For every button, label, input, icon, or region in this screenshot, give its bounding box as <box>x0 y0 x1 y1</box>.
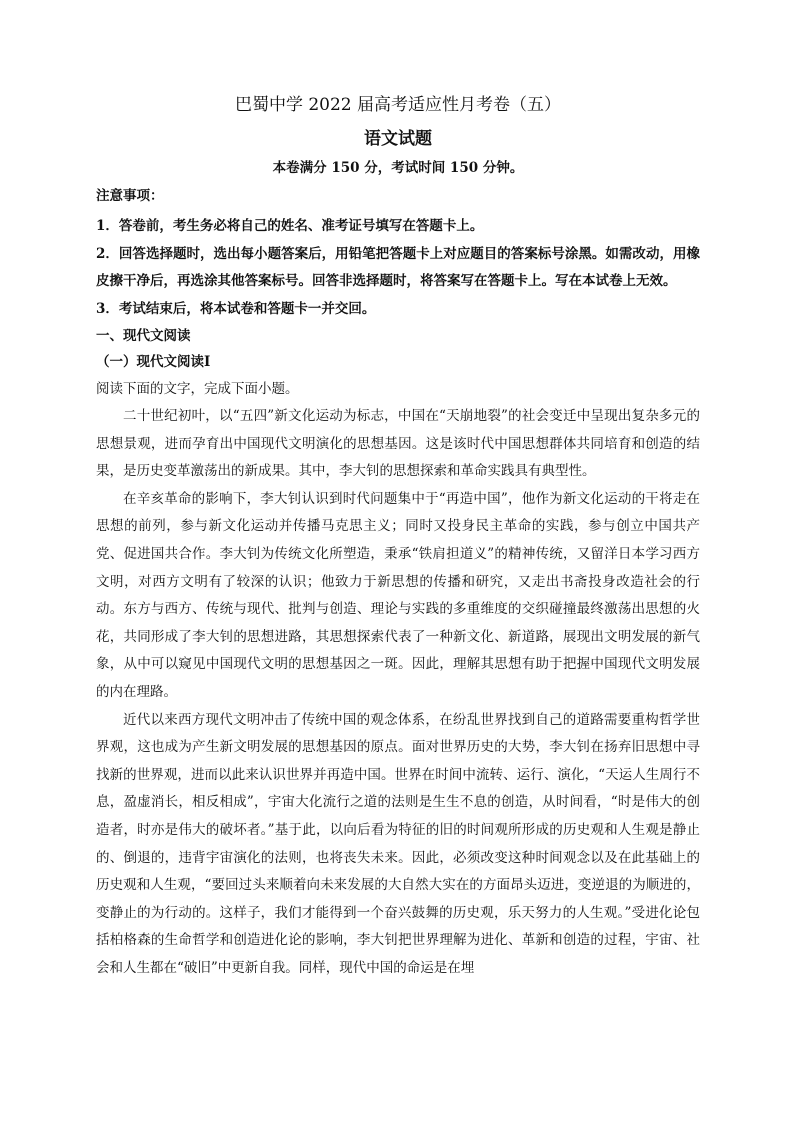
instruction-item-3: 3．考试结束后，将本试卷和答题卡一并交回。 <box>96 301 376 317</box>
reading-prompt: 阅读下面的文字，完成下面小题。 <box>96 380 299 397</box>
article-paragraph-2: 在辛亥革命的影响下，李大钊认识到时代问题集中于“再造中国”，他作为新文化运动的干将走在思想的前列，参与新文化运动并传播马克思主义；同时又投身民主革命的实践，参与创立中国共产党、促进国共合作。李大钊为传统文化所塑造，秉承“铁肩担道义”的精神传统，又留洋日本学习西方文明，对西方文明有了较深的认识；他致力于新思想的传播和研究，又走出书斋投身改造社会的行动。东方与西方、传统与现代、批判与创造、理论与实践的多重维度的交织碰撞最终激荡出思想的火花，共同形成了李大钊的思想进路，其思想探索代表了一种新文化、新道路，展现出文明发展的新气象，从中可以窥见中国现代文明的思想基因之一斑。因此，理解其思想有助于把握中国现代文明发展的内在理路。 <box>96 490 700 700</box>
instruction-item-2: 2．回答选择题时，选出每小题答案后，用铅笔把答题卡上对应题目的答案标号涂黑。如需改动，用橡皮擦干净后，再选涂其他答案标号。回答非选择题时，将答案写在答题卡上。写在本试卷上无效。 <box>96 246 700 289</box>
article-paragraph-1: 二十世纪初叶，以“五四”新文化运动为标志，中国在“天崩地裂”的社会变迁中呈现出复杂多元的思想景观，进而孕育出中国现代文明演化的思想基因。这是该时代中国思想群体共同培育和创造的结果，是历史变革激荡出的新成果。其中，李大钊的思想探索和革命实践具有典型性。 <box>96 408 700 480</box>
instructions-block <box>96 184 700 322</box>
instruction-item-1: 1．答卷前，考生务必将自己的姓名、准考证号填写在答题卡上。 <box>96 217 484 234</box>
section-subheading: （一）现代文阅读Ⅰ <box>96 354 211 370</box>
exam-score-time-note: 本卷满分 150 分，考试时间 150 分钟。 <box>272 160 524 176</box>
instructions-heading: 注意事项： <box>96 188 164 204</box>
page-content <box>96 92 700 982</box>
article-paragraph-3: 近代以来西方现代文明冲击了传统中国的观念体系，在纷乱世界找到自己的道路需要重构哲学世界观，这也成为产生新文明发展的思想基因的原点。面对世界历史的大势，李大钊在扬弃旧思想中寻找新的世界观，进而以此来认识世界并再造中国。世界在时间中流转、运行、演化，“天运人生周行不息，盈虚消长，相反相成”，宇宙大化流行之道的法则是生生不息的创造，从时间看，“时是伟大的创造者，时亦是伟大的破坏者。”基于此，以向后看为特征的旧的时间观所形成的历史观和人生观是静止的、倒退的，违背宇宙演化的法则，也将丧失未来。因此，必须改变这种时间观念以及在此基础上的历史观和人生观，“要回过头来顺着向未来发展的大自然大实在的方面昂头迈进，变逆退的为顺进的，变静止的为行动的。这样子，我们才能得到一个奋兴鼓舞的历史观，乐天努力的人生观。”受进化论包括柏格森的生命哲学和创造进化论的影响，李大钊把世界理解为进化、革新和创造的过程，宇宙、社会和人生都在“破旧”中更新自我。同样，现代中国的命运是在埋 <box>96 711 700 976</box>
article-body <box>96 403 700 982</box>
exam-title: 巴蜀中学 2022 届高考适应性月考卷（五） <box>234 95 562 115</box>
exam-subtitle: 语文试题 <box>364 129 432 149</box>
section-heading: 一、现代文阅读 <box>96 327 191 344</box>
